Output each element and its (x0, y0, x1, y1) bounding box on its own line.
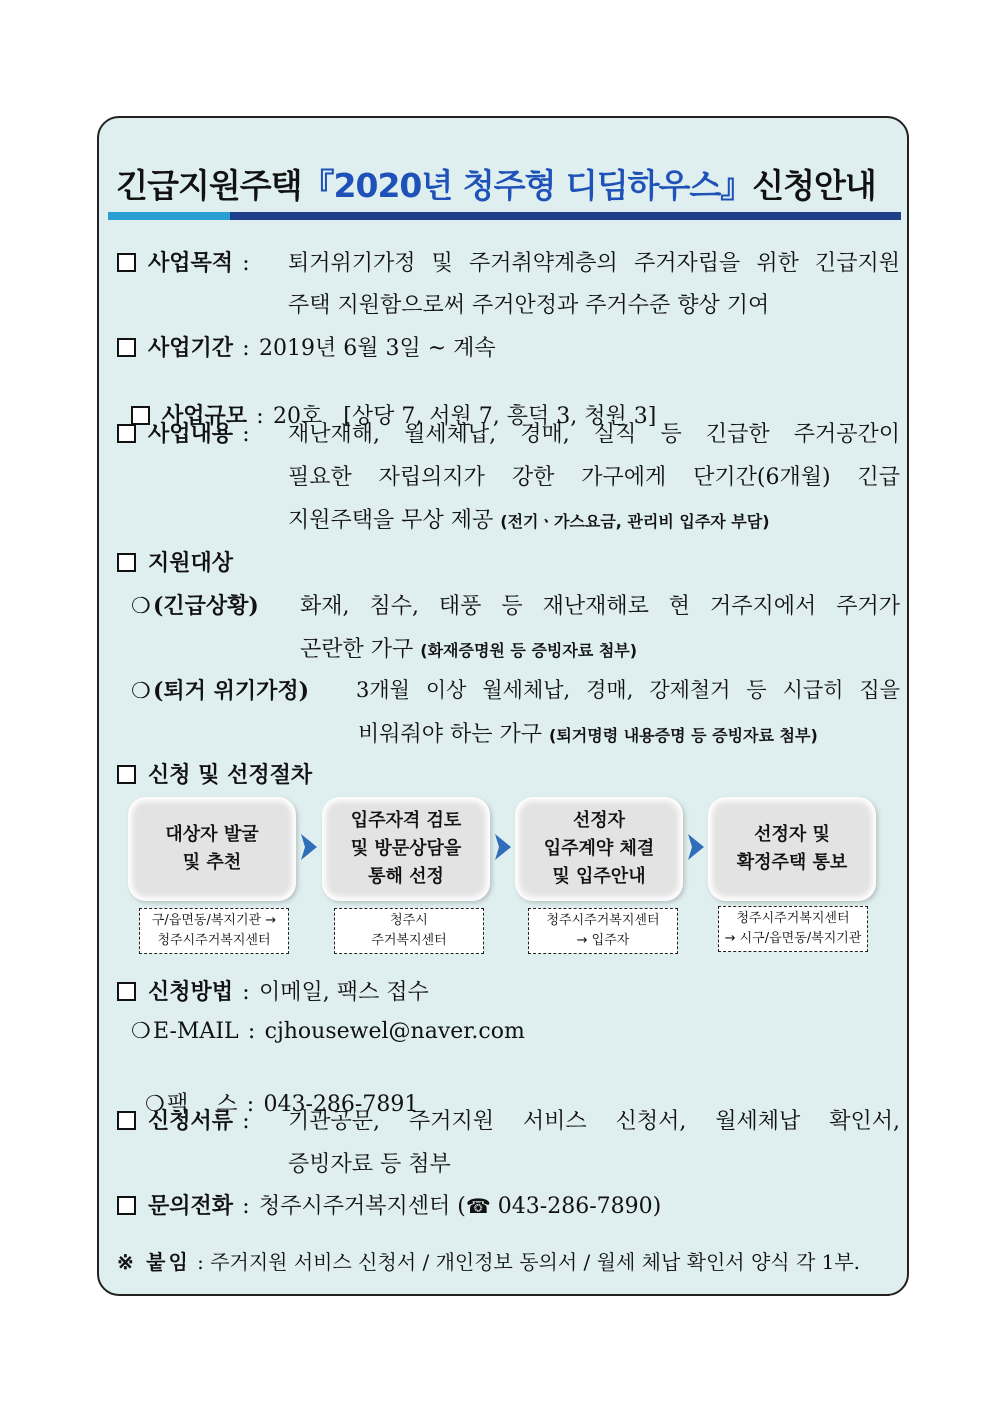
attachment-text: : 주거지원 서비스 신청서 / 개인정보 동의서 / 월세 체납 확인서 양식 각 1부. (197, 1250, 861, 1274)
purpose-row: 사업목적 : (117, 246, 259, 277)
title-prefix: 긴급지원주택 (116, 166, 302, 205)
arrow-right-icon (686, 830, 706, 864)
contact-row: 문의전화 : 청주시주거복지센터 (☎ 043-286-7890) (117, 1189, 661, 1220)
target-item1-line2: 곤란한 가구 (300, 637, 414, 662)
email-label: E-MAIL (153, 1019, 239, 1044)
checkbox-icon (117, 1196, 136, 1215)
documents-label: 신청서류 (148, 1109, 234, 1134)
content-label: 사업내용 (148, 422, 234, 447)
target-item1-cont (300, 632, 637, 663)
circle-bullet-icon: ❍ (131, 679, 151, 704)
reference-mark: ※ (117, 1250, 134, 1274)
fax-label: 팩 스 (167, 1092, 238, 1117)
checkbox-icon (117, 765, 136, 784)
target-item2-head (131, 674, 309, 705)
telephone-icon: ☎ (465, 1194, 491, 1218)
target-item2-line2: 비워줘야 하는 가구 (358, 722, 543, 747)
circle-bullet-icon: ❍ (131, 1019, 151, 1044)
scale-label: 사업규모 (162, 404, 248, 429)
procedure-step-4: 선정자 및 확정주택 통보 (708, 797, 876, 901)
purpose-text-cont: 주택 지원함으로써 주거안정과 주거수준 향상 기여 (288, 293, 770, 318)
contact-text: 청주시주거복지센터 ( (259, 1194, 466, 1219)
target-item1-label: (긴급상황) (153, 593, 259, 619)
period-row: 사업기간 : 2019년 6월 3일 ~ 계속 (117, 331, 496, 362)
period-text: 2019년 6월 3일 ~ 계속 (259, 336, 496, 361)
content-text-cont: 필요한 자립의지가 강한 가구에게 단기간(6개월) 긴급 (288, 465, 900, 490)
fax-number: 043-286-7891 (263, 1092, 419, 1117)
title-suffix: 신청안내 (752, 166, 876, 205)
email-address[interactable]: cjhousewel@naver.com (264, 1019, 525, 1044)
checkbox-icon (117, 553, 136, 572)
checkbox-icon (117, 253, 136, 272)
procedure-label: 신청 및 선정절차 (148, 763, 313, 788)
target-item1-note: (화재증명원 등 증빙자료 첨부) (420, 641, 638, 660)
circle-bullet-icon: ❍ (131, 594, 151, 619)
target-item2-text: 3개월 이상 월세체납, 경매, 강제철거 등 시급히 집을 (356, 678, 900, 702)
target-item2-label: (퇴거 위기가정) (153, 678, 309, 704)
content-text-last (288, 503, 770, 534)
purpose-text: 퇴거위기가정 및 주거취약계층의 주거자립을 위한 긴급지원 (288, 251, 900, 276)
content-line3: 지원주택을 무상 제공 (288, 508, 494, 533)
procedure-note-3: 청주시주거복지센터 → 입주자 (528, 908, 678, 954)
arrow-right-icon (299, 830, 319, 864)
target-row (117, 546, 233, 577)
method-text: 이메일, 팩스 접수 (259, 980, 429, 1005)
procedure-step-1: 대상자 발굴 및 추천 (128, 797, 296, 901)
checkbox-icon (117, 424, 136, 443)
content-row: 사업내용 : (117, 417, 259, 448)
scale-row: 사업규모 : 20호 [상당 7, 서원 7, 흥덕 3, 청원 3] (117, 374, 656, 430)
method-email-row: ❍ E-MAIL : cjhousewel@naver.com (131, 1019, 525, 1044)
purpose-label: 사업목적 (148, 251, 234, 276)
title-underline-accent (108, 212, 230, 220)
procedure-step-3: 선정자 입주계약 체결 및 입주안내 (515, 797, 683, 901)
title-highlight: 『2020년 청주형 디딤하우스』 (301, 166, 753, 205)
period-label: 사업기간 (148, 336, 234, 361)
method-row: 신청방법 : 이메일, 팩스 접수 (117, 975, 429, 1006)
procedure-row (117, 758, 312, 789)
documents-text: 기관공문, 주거지원 서비스 신청서, 월세체납 확인서, (288, 1109, 900, 1134)
title-underline (230, 212, 901, 220)
procedure-note-1: 구/읍면동/복지기관 → 청주시주거복지센터 (139, 908, 289, 954)
checkbox-icon (117, 982, 136, 1001)
procedure-note-2: 청주시 주거복지센터 (334, 908, 484, 954)
documents-row: 신청서류 : (117, 1104, 259, 1135)
contact-label: 문의전화 (148, 1194, 234, 1219)
target-item2-cont (358, 717, 818, 748)
arrow-right-icon (493, 830, 513, 864)
checkbox-icon (117, 1111, 136, 1130)
documents-text-cont: 증빙자료 등 첨부 (288, 1152, 451, 1177)
method-label: 신청방법 (148, 980, 234, 1005)
content-text: 재난재해, 월세체납, 경매, 실직 등 긴급한 주거공간이 (288, 422, 900, 447)
attachment-row (117, 1246, 860, 1275)
page-title (0, 160, 992, 207)
contact-phone: 043-286-7890) (497, 1194, 662, 1219)
scale-text: 20호 [상당 7, 서원 7, 흥덕 3, 청원 3] (273, 404, 657, 429)
attachment-label: 붙임 (146, 1250, 191, 1274)
target-item1-text: 화재, 침수, 태풍 등 재난재해로 현 거주지에서 주거가 (300, 594, 900, 619)
target-item1-head (131, 589, 259, 620)
target-item2-note: (퇴거명령 내용증명 등 증빙자료 첨부) (549, 726, 818, 745)
method-fax-row: ❍ 팩 스 : 043-286-7891 (145, 1092, 419, 1117)
checkbox-icon (117, 338, 136, 357)
content-note: (전기ㆍ가스요금, 관리비 입주자 부담) (500, 512, 770, 531)
target-label: 지원대상 (148, 551, 234, 576)
procedure-note-4: 청주시주거복지센터 → 시구/읍면동/복지기관 (718, 906, 868, 952)
circle-bullet-icon: ❍ (145, 1092, 165, 1117)
procedure-step-2: 입주자격 검토 및 방문상담을 통해 선정 (322, 797, 490, 901)
